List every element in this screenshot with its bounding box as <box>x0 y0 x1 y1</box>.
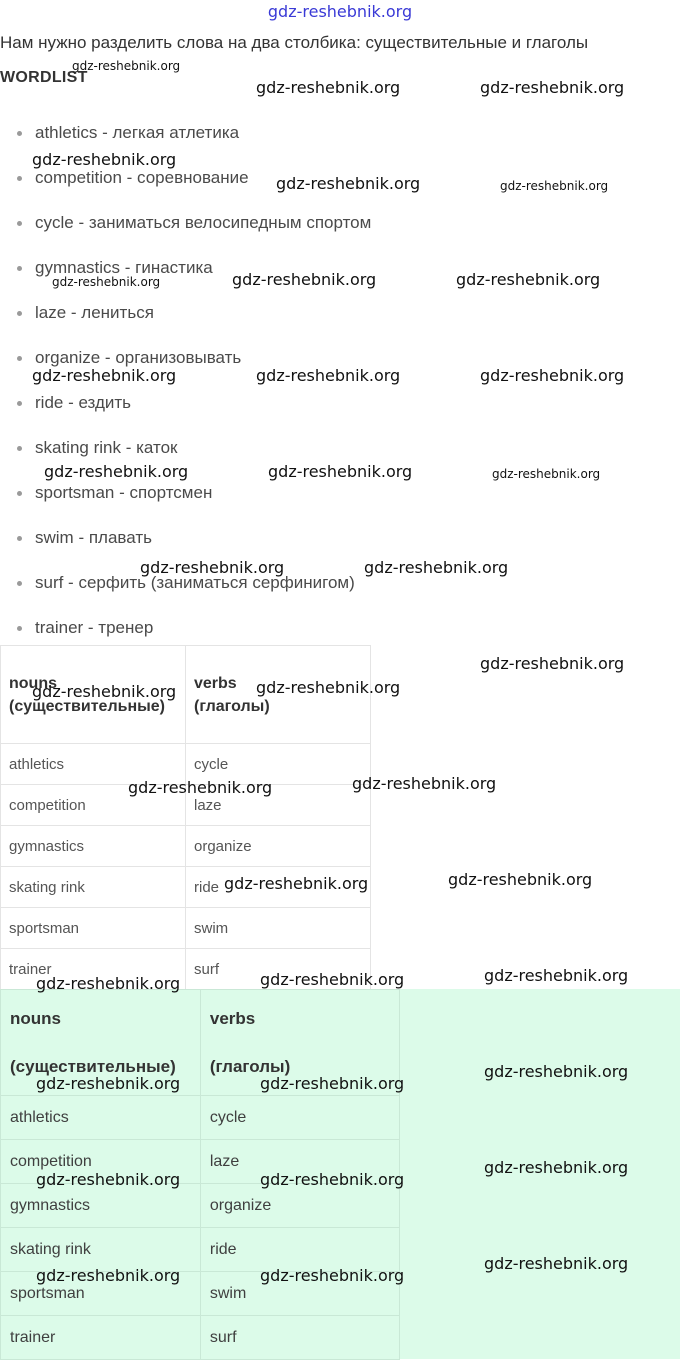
verb-cell: ride <box>186 867 371 908</box>
table-row <box>1 949 371 990</box>
watermark: gdz-reshebnik.org <box>32 682 177 701</box>
verb-cell: organize <box>200 1184 399 1228</box>
watermark: gdz-reshebnik.org <box>260 1170 405 1189</box>
watermark: gdz-reshebnik.org <box>32 366 177 385</box>
noun-cell: competition <box>1 1140 201 1184</box>
watermark: gdz-reshebnik.org <box>52 275 161 289</box>
watermark: gdz-reshebnik.org <box>456 270 601 289</box>
table-row <box>1 1096 400 1140</box>
watermark: gdz-reshebnik.org <box>364 558 509 577</box>
noun-cell: gymnastics <box>1 1184 201 1228</box>
bullet-icon <box>17 536 22 541</box>
verb-cell: swim <box>186 908 371 949</box>
watermark: gdz-reshebnik.org <box>480 78 625 97</box>
watermark: gdz-reshebnik.org <box>256 366 401 385</box>
bullet-icon <box>17 446 22 451</box>
verb-cell: cycle <box>200 1096 399 1140</box>
noun-cell: skating rink <box>1 867 186 908</box>
table-row <box>1 1184 400 1228</box>
bullet-icon <box>17 176 22 181</box>
bullet-icon <box>17 356 22 361</box>
noun-cell: sportsman <box>1 908 186 949</box>
watermark: gdz-reshebnik.org <box>448 870 593 889</box>
nouns-verbs-table <box>0 645 371 990</box>
watermark: gdz-reshebnik.org <box>32 150 177 169</box>
bullet-icon <box>17 491 22 496</box>
bullet-icon <box>17 401 22 406</box>
watermark: gdz-reshebnik.org <box>276 174 421 193</box>
watermark: gdz-reshebnik.org <box>492 467 601 481</box>
noun-cell: athletics <box>1 744 186 785</box>
bullet-icon <box>17 626 22 631</box>
watermark: gdz-reshebnik.org <box>260 970 405 989</box>
watermark: gdz-reshebnik.org <box>140 558 285 577</box>
watermark: gdz-reshebnik.org <box>36 1074 181 1093</box>
verb-cell: cycle <box>186 744 371 785</box>
bullet-icon <box>17 221 22 226</box>
watermark: gdz-reshebnik.org <box>256 78 401 97</box>
table-header-row <box>1 646 371 744</box>
table-row <box>1 867 371 908</box>
noun-cell: sportsman <box>1 1272 201 1316</box>
table-row <box>1 744 371 785</box>
table-row <box>1 1316 400 1360</box>
watermark: gdz-reshebnik.org <box>224 874 369 893</box>
watermark: gdz-reshebnik.org <box>500 179 609 193</box>
verb-cell: surf <box>200 1316 399 1360</box>
watermark: gdz-reshebnik.org <box>256 678 401 697</box>
nouns-header: nouns (существительные) <box>1 990 201 1096</box>
table-row <box>1 826 371 867</box>
watermark: gdz-reshebnik.org <box>232 270 377 289</box>
table-row <box>1 1272 400 1316</box>
intro-text: Нам нужно разделить слова на два столбика: существительные и глаголы <box>0 33 589 52</box>
table-row <box>1 1228 400 1272</box>
table-row <box>1 785 371 826</box>
watermark: gdz-reshebnik.org <box>484 966 629 985</box>
noun-cell: skating rink <box>1 1228 201 1272</box>
answer-table <box>0 989 400 1360</box>
verbs-header: verbs (глаголы) <box>186 646 371 744</box>
watermark: gdz-reshebnik.org <box>36 1266 181 1285</box>
noun-cell: athletics <box>1 1096 201 1140</box>
bullet-icon <box>17 131 22 136</box>
noun-cell: trainer <box>1 1316 201 1360</box>
bullet-icon <box>17 311 22 316</box>
watermark: gdz-reshebnik.org <box>352 774 497 793</box>
watermark: gdz-reshebnik.org <box>480 654 625 673</box>
bullet-icon <box>17 581 22 586</box>
watermark: gdz-reshebnik.org <box>72 59 181 73</box>
watermark: gdz-reshebnik.org <box>268 462 413 481</box>
nouns-header: nouns (существительные) <box>1 646 186 744</box>
watermark: gdz-reshebnik.org <box>484 1062 629 1081</box>
verb-cell: laze <box>200 1140 399 1184</box>
wordlist-heading: WORDLIST <box>0 69 88 86</box>
verbs-header: verbs (глаголы) <box>200 990 399 1096</box>
noun-cell: gymnastics <box>1 826 186 867</box>
watermark: gdz-reshebnik.org <box>44 462 189 481</box>
verb-cell: laze <box>186 785 371 826</box>
watermark: gdz-reshebnik.org <box>260 1074 405 1093</box>
site-link[interactable]: gdz-reshebnik.org <box>267 2 413 21</box>
watermark: gdz-reshebnik.org <box>36 974 181 993</box>
noun-cell: trainer <box>1 949 186 990</box>
noun-cell: competition <box>1 785 186 826</box>
verb-cell: organize <box>186 826 371 867</box>
verb-cell: swim <box>200 1272 399 1316</box>
watermark: gdz-reshebnik.org <box>128 778 273 797</box>
watermark: gdz-reshebnik.org <box>36 1170 181 1189</box>
watermark: gdz-reshebnik.org <box>480 366 625 385</box>
table-row <box>1 1140 400 1184</box>
watermark: gdz-reshebnik.org <box>484 1158 629 1177</box>
verb-cell: ride <box>200 1228 399 1272</box>
verb-cell: surf <box>186 949 371 990</box>
bullet-icon <box>17 266 22 271</box>
table-header-row <box>1 990 400 1096</box>
watermark: gdz-reshebnik.org <box>484 1254 629 1273</box>
watermark: gdz-reshebnik.org <box>260 1266 405 1285</box>
table-row <box>1 908 371 949</box>
